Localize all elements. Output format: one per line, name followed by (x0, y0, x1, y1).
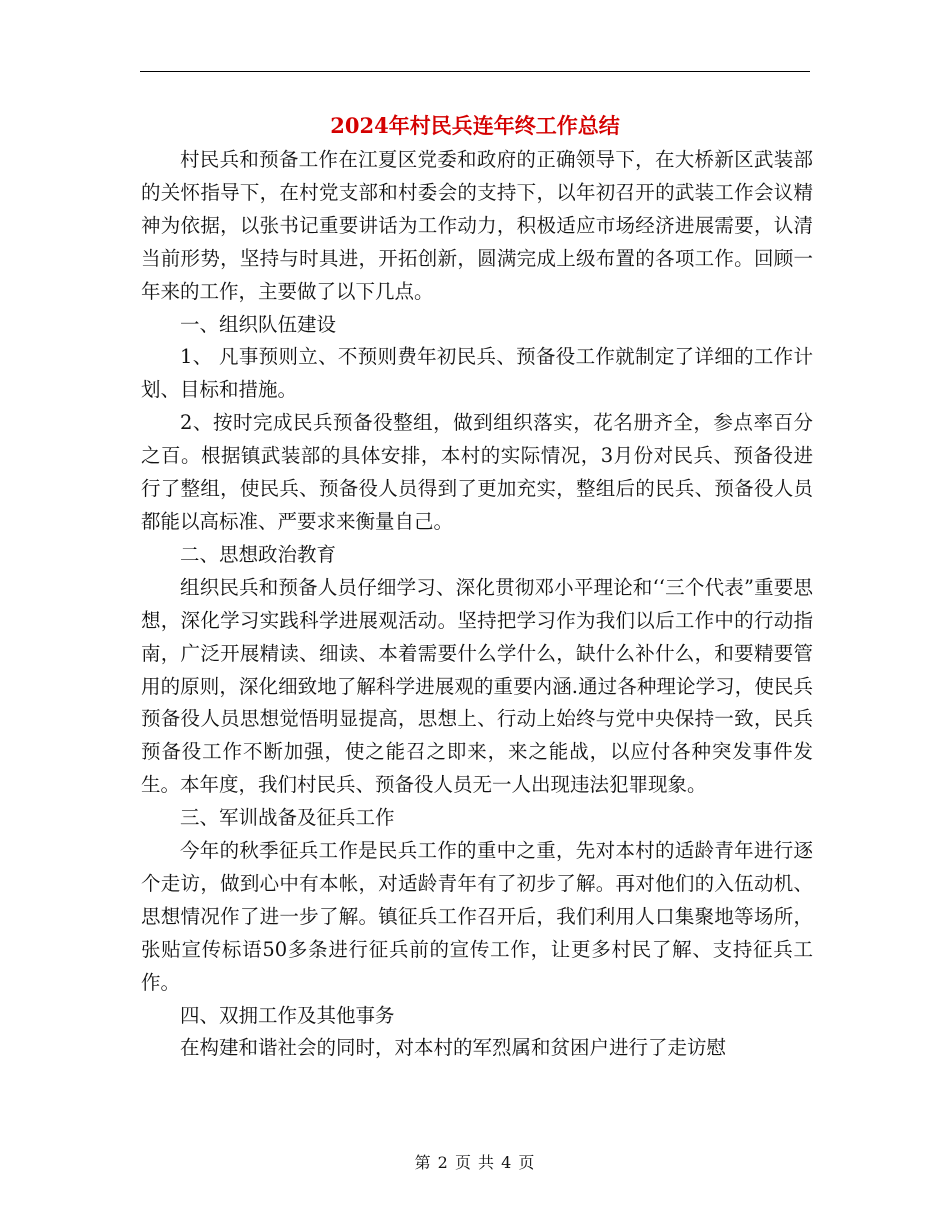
section-heading-2: 二、思想政治教育 (180, 542, 337, 566)
paragraph-item-1: 1、 凡事预则立、不预则费年初民兵、预备役工作就制定了详细的工作计划、目标和措施。 (141, 345, 813, 402)
paragraph-education: 组织民兵和预备人员仔细学习、深化贯彻邓小平理论和‘‘三个代表”重要思想，深化学习实践科学进展观活动。坚持把学习作为我们以后工作中的行动指南，广泛开展精读、细读、本着需要什么学什么，缺什么补什么，和要精要管用的原则，深化细致地了解科学进展观的重要内涵.通过各种理论学习，使民兵预备役人员思想觉悟明显提高，思想上、行动上始终与党中央保持一致，民兵预备役工作不断加强，使之能召之即来，来之能战，以应付各种突发事件发生。本年度，我们村民兵、预备役人员无一人出现违法犯罪现象。 (141, 575, 813, 797)
section-heading-3: 三、军训战备及征兵工作 (180, 806, 395, 830)
document-body (141, 144, 813, 1065)
page-footer: 第 2 页 共 4 页 (414, 1153, 536, 1172)
paragraph-intro: 村民兵和预备工作在江夏区党委和政府的正确领导下，在大桥新区武装部的关怀指导下，在村党支部和村委会的支持下，以年初召开的武装工作会议精神为依据，以张书记重要讲话为工作动力，积极适应市场经济进展需要，认清当前形势，坚持与时具进，开拓创新，圆满完成上级布置的各项工作。回顾一年来的工作，主要做了以下几点。 (141, 148, 813, 303)
section-heading-4: 四、双拥工作及其他事务 (180, 1003, 395, 1027)
paragraph-item-2: 2、按时完成民兵预备役整组，做到组织落实，花名册齐全，参点率百分之百。根据镇武装部的具体安排，本村的实际情况，3月份对民兵、预备役进行了整组，使民兵、预备役人员得到了更加充实，整组后的民兵、预备役人员都能以高标准、严要求来衡量自己。 (141, 411, 813, 533)
paragraph-support: 在构建和谐社会的同时，对本村的军烈属和贫困户进行了走访慰 (180, 1036, 727, 1060)
paragraph-recruitment: 今年的秋季征兵工作是民兵工作的重中之重，先对本村的适龄青年进行逐个走访，做到心中有本帐，对适龄青年有了初步了解。再对他们的入伍动机、思想情况作了进一步了解。镇征兵工作召开后，我们利用人口集聚地等场所，张贴宣传标语50多条进行征兵前的宣传工作，让更多村民了解、支持征兵工作。 (141, 839, 813, 994)
section-heading-1: 一、组织队伍建设 (180, 312, 337, 336)
document-title: 2024年村民兵连年终工作总结 (330, 113, 620, 138)
header-rule (140, 71, 810, 72)
